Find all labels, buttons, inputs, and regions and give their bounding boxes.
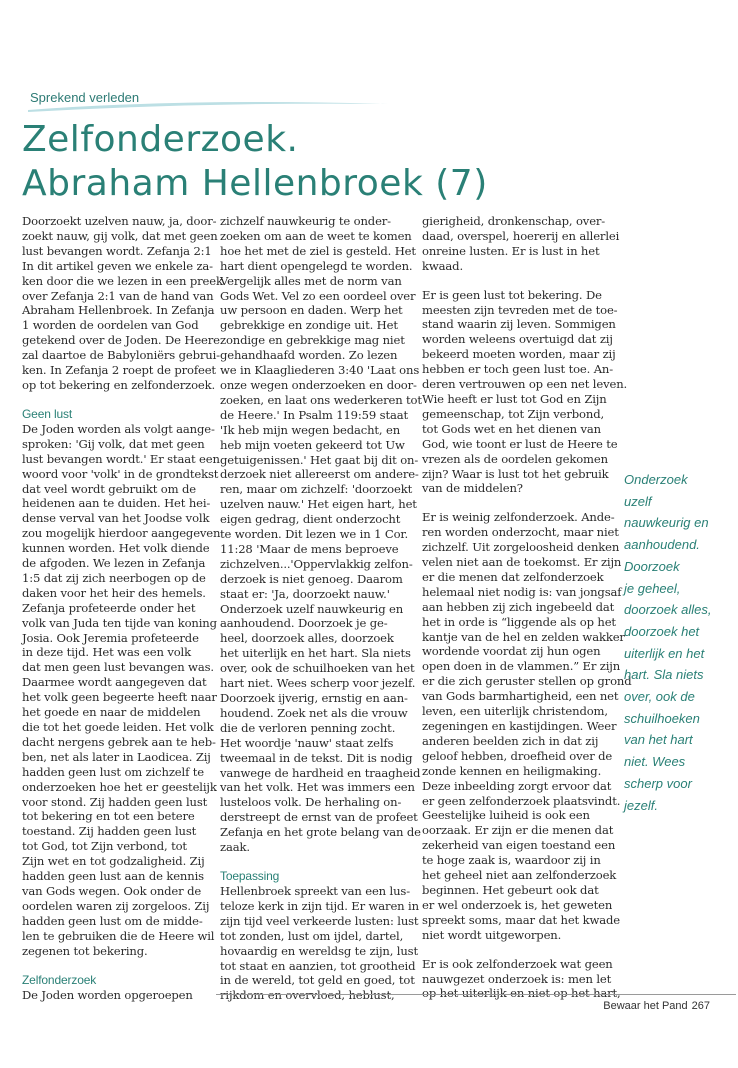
text-line: er die zich geruster stellen op grond: [422, 674, 632, 689]
text-line: die de verloren penning zocht.: [220, 720, 396, 735]
text-line: het uiterlijk en het hart. Sla niets: [220, 646, 411, 661]
text-line: vanwege de hardheid en traagheid: [220, 765, 421, 780]
text-line: de afgoden. We lezen in Zefanja: [22, 556, 206, 571]
paragraph: [422, 510, 632, 942]
text-line: getuigenissen.' Het gaat bij dit on-: [220, 452, 419, 467]
column-2: [220, 214, 422, 1003]
text-line: aanhoudend.: [624, 537, 700, 553]
text-line: len te gebruiken die de Heere wil: [22, 928, 215, 943]
text-line: ren, maar om zichzelf: 'doorzoekt: [220, 482, 413, 497]
text-line: voor stond. Zij hadden geen lust: [22, 794, 208, 809]
text-line: er geen zelfonderzoek plaatsvindt.: [422, 793, 621, 808]
text-line: heb mijn voeten gekeerd tot Uw: [220, 437, 405, 452]
text-line: zijn? Waar is lust tot het gebruik: [422, 466, 609, 481]
text-line: Onderzoek uzelf nauwkeurig en: [220, 601, 404, 616]
text-line: woord voor 'volk' in de grondtekst: [22, 466, 219, 481]
text-line: Wie heeft er lust tot God en Zijn: [422, 391, 607, 406]
text-line: dense verval van het Joodse volk: [22, 511, 210, 526]
text-line: meesten zijn tevreden met de toe-: [422, 302, 618, 317]
text-line: over, ook de: [624, 689, 695, 705]
text-line: wordende voordat zij hun ogen: [422, 644, 601, 659]
text-line: lusteloos volk. De herhaling on-: [220, 795, 402, 810]
text-line: Vergelijk alles met de norm van: [220, 273, 402, 288]
text-line: er die menen dat zelfonderzoek: [422, 569, 604, 584]
pull-quote: [624, 469, 734, 816]
text-line: zegenen tot bekering.: [22, 943, 148, 958]
text-line: over, ook de schuilhoeken van het: [220, 661, 415, 676]
text-line: spreekt soms, maar dat het kwade: [422, 912, 620, 927]
title-line-1: Zelfonderzoek.: [22, 119, 299, 160]
text-line: op het uiterlijk en niet op het hart,: [422, 986, 621, 1001]
text-line: beginnen. Het gebeurt ook dat: [422, 882, 599, 897]
text-line: daad, overspel, hoererij en allerlei: [422, 228, 620, 243]
text-line: kwaad.: [422, 258, 463, 273]
text-line: zoekt nauw, gij volk, dat met geen: [22, 228, 218, 243]
text-line: jezelf.: [624, 797, 658, 813]
intro-paragraph: [22, 214, 223, 393]
text-line: zijn tijd veel verkeerde lusten: lust: [220, 913, 419, 928]
text-line: niet wordt uitgeworpen.: [422, 927, 562, 942]
text-line: dacht nergens gebrek aan te heb-: [22, 734, 216, 749]
text-line: stand waarin zij leven. Sommigen: [422, 317, 616, 332]
text-line: Zijn wet en tot godzaligheid. Zij: [22, 854, 205, 869]
text-line: dat men geen lust bevangen was.: [22, 660, 214, 675]
text-line: gehandhaafd worden. Zo lezen: [220, 348, 398, 363]
text-line: je geheel,: [624, 580, 681, 596]
text-line: doorzoek het: [624, 623, 700, 639]
text-line: worden weleens overtuigd dat zij: [422, 332, 613, 347]
text-line: hart dient opengelegd te worden.: [220, 258, 413, 273]
text-line: Josia. Ook Jeremia profeteerde: [22, 630, 199, 645]
paragraph: [422, 214, 622, 274]
text-line: Het woordje 'nauw' staat zelfs: [220, 735, 394, 750]
text-line: 1 worden de oordelen van God: [22, 318, 199, 333]
text-line: bekeerd moeten worden, maar zij: [422, 347, 616, 362]
text-line: uzelf: [624, 493, 652, 509]
text-line: het geheel niet aan zelfonderzoek: [422, 868, 617, 883]
text-line: Doorzoekt uzelven nauw, ja, door-: [22, 214, 217, 228]
text-line: Deze inbeelding zorgt ervoor dat: [422, 778, 612, 793]
paragraph: [22, 421, 221, 959]
text-line: van Gods barmhartigheid, een net: [422, 689, 619, 704]
text-line: van het volk. Het was immers een: [220, 780, 415, 795]
text-line: uw persoon en daden. Werp het: [220, 303, 403, 318]
text-line: Er is ook zelfonderzoek wat geen: [422, 956, 613, 971]
text-line: over Zefanja 2:1 van de hand van: [22, 288, 214, 303]
text-line: oordelen waren zij zorgeloos. Zij: [22, 898, 210, 913]
text-line: hadden geen lust aan de kennis: [22, 869, 204, 884]
text-line: ken door die we lezen in een preek: [22, 273, 223, 288]
subheading-zelfonderzoek: Zelfonderzoek: [22, 972, 97, 987]
text-line: Er is weinig zelfonderzoek. Ande-: [422, 510, 615, 525]
text-line: ken. In Zefanja 2 roept de profeet: [22, 363, 216, 378]
text-line: zal daartoe de Babyloniërs gebrui-: [22, 348, 220, 363]
text-line: oorzaak. Er zijn er die menen dat: [422, 823, 614, 838]
paragraph: [220, 214, 422, 855]
magazine-name: Bewaar het Pand: [603, 1000, 688, 1012]
text-line: Gods Wet. Vel zo een oordeel over: [220, 288, 416, 303]
subheading-geen-lust: Geen lust: [22, 406, 73, 421]
text-line: Onderzoek: [624, 472, 688, 487]
text-line: 'Ik heb mijn wegen bedacht, en: [220, 422, 401, 437]
text-line: die tot het goede leiden. Het volk: [22, 720, 214, 734]
text-line: onreine lusten. Er is lust in het: [422, 243, 600, 258]
text-line: onderzoeken hoe het er geestelijk: [22, 779, 217, 794]
text-line: in deze tijd. Het was een volk: [22, 645, 191, 660]
text-line: Abraham Hellenbroek. In Zefanja: [22, 303, 215, 318]
column-1: [22, 214, 223, 1002]
text-line: tot bekering en tot een betere: [22, 809, 195, 824]
text-line: zichzelven...'Oppervlakkig zelfon-: [220, 556, 413, 571]
text-line: scherp voor: [624, 775, 692, 791]
text-line: van het hart: [624, 732, 693, 748]
text-line: op tot bekering en zelfonderzoek.: [22, 377, 216, 392]
text-line: doorzoek alles,: [624, 602, 712, 618]
text-line: ben, net als later in Laodicea. Zij: [22, 749, 211, 764]
subheading-toepassing: Toepassing: [220, 868, 280, 883]
text-line: zaak.: [220, 840, 250, 855]
text-line: Geestelijke luiheid is ook een: [422, 808, 590, 823]
title-line-2: Abraham Hellenbroek (7): [22, 163, 488, 204]
text-line: Er is geen lust tot bekering. De: [422, 287, 602, 302]
text-line: kantje van de hel en zelden wakker: [422, 629, 625, 644]
text-line: zichzelf. Uit zorgeloosheid denken: [422, 540, 620, 555]
text-line: Daarmee wordt aangegeven dat: [22, 675, 207, 690]
page-footer: [603, 1000, 710, 1012]
text-line: De Joden worden als volgt aange-: [22, 421, 215, 436]
text-line: het in orde is “liggende als op het: [422, 614, 616, 629]
text-line: zichzelf nauwkeurig te onder-: [220, 214, 391, 228]
text-line: getekend over de Joden. De Heere: [22, 333, 220, 348]
column-3: [422, 214, 632, 1001]
text-line: aan hebben zij zich ingebeeld dat: [422, 599, 615, 614]
text-line: uzelven nauw.' Het eigen hart, het: [220, 497, 417, 512]
text-line: velen niet aan de toekomst. Er zijn: [422, 555, 622, 570]
text-line: nauwgezet onderzoek is: men let: [422, 971, 612, 986]
text-line: derstreept de ernst van de profeet: [220, 810, 418, 825]
text-line: gierigheid, dronkenschap, over-: [422, 214, 606, 228]
text-line: er wel onderzoek is, het geweten: [422, 897, 613, 912]
page-title: [22, 118, 488, 206]
text-line: van de middelen?: [422, 481, 523, 496]
text-line: tot staat en aanzien, tot grootheid: [220, 958, 416, 973]
text-line: De Joden worden opgeroepen: [22, 987, 193, 1002]
text-line: niet. Wees: [624, 754, 686, 770]
text-line: ren worden onderzocht, maar niet: [422, 525, 619, 540]
paragraph: [22, 988, 214, 1003]
text-line: gemeenschap, tot Zijn verbond,: [422, 406, 605, 421]
text-line: zegeningen en kastijdingen. Weer: [422, 719, 617, 733]
text-line: helemaal niet nodig is: van jongsaf: [422, 584, 622, 599]
text-line: toestand. Zij hadden geen lust: [22, 824, 197, 839]
text-line: teloze kerk in zijn tijd. Er waren in: [220, 898, 419, 913]
text-line: zonde kennen en heiligmaking.: [422, 763, 602, 778]
text-line: God, wie toont er lust de Heere te: [422, 436, 618, 451]
text-line: hart. Sla niets: [624, 667, 704, 683]
text-line: hovaardig en wereldsg te zijn, lust: [220, 943, 418, 958]
text-line: Doorzoek ijverig, ernstig en aan-: [220, 691, 408, 705]
text-line: het goede en naar de middelen: [22, 705, 201, 720]
text-line: hebben er toch geen lust toe. An-: [422, 362, 614, 377]
text-line: tweemaal in de tekst. Dit is nodig: [220, 750, 413, 765]
footer-divider: [216, 994, 736, 995]
text-line: in de wereld, tot geld en goed, tot: [220, 973, 415, 988]
text-line: derzoek niet allereerst om andere-: [220, 467, 419, 482]
text-line: rijkdom en overvloed, heblust,: [220, 988, 395, 1003]
section-label: Sprekend verleden: [30, 90, 140, 105]
text-line: zondige en gebrekkige mag niet: [220, 333, 405, 348]
text-line: we in Klaagliederen 3:40 'Laat ons: [220, 363, 420, 378]
paragraph: [220, 883, 419, 1003]
paragraph: [422, 287, 628, 497]
text-line: nauwkeurig en: [624, 515, 709, 531]
text-line: daken voor het heir des hemels.: [22, 585, 206, 600]
text-line: tot God, tot Zijn verbond, tot: [22, 839, 187, 854]
text-line: van Gods wegen. Ook onder de: [22, 883, 202, 898]
text-line: schuilhoeken: [624, 710, 700, 726]
text-line: Hellenbroek spreekt van een lus-: [220, 883, 410, 898]
text-line: de Heere.' In Psalm 119:59 staat: [220, 407, 408, 422]
text-line: onze wegen onderzoeken en door-: [220, 377, 417, 392]
text-line: zekerheid van eigen toestand een: [422, 838, 616, 853]
text-line: tot zonden, lust om ijdel, dartel,: [220, 928, 404, 943]
text-line: open doen in de vlammen.” Er zijn: [422, 659, 621, 674]
text-line: volk van Juda ten tijde van koning: [22, 615, 217, 630]
text-line: geloof hebben, droefheid over de: [422, 748, 613, 763]
text-line: uiterlijk en het: [624, 645, 705, 661]
text-line: te hoge zaak is, waardoor zij in: [422, 853, 601, 868]
text-line: aanhoudend. Doorzoek je ge-: [220, 616, 388, 631]
text-line: hadden geen lust om zichzelf te: [22, 764, 204, 779]
text-line: derzoek is niet genoeg. Daarom: [220, 571, 403, 586]
text-line: hadden geen lust om de midde-: [22, 913, 203, 928]
page-number: 267: [691, 1000, 710, 1012]
text-line: sproken: 'Gij volk, dat met geen: [22, 436, 205, 451]
text-line: anderen beelden zich in dat zij: [422, 733, 599, 748]
text-line: het volk geen begeerte heeft naar: [22, 690, 217, 705]
section-label-swoosh: [28, 94, 388, 114]
text-line: hoe het met de ziel is gesteld. Het: [220, 243, 416, 258]
text-line: leven, een uiterlijk christendom,: [422, 704, 608, 719]
text-line: kunnen worden. Het volk diende: [22, 541, 210, 556]
text-line: Zefanja profeteerde onder het: [22, 600, 196, 615]
text-line: In dit artikel geven we enkele za-: [22, 258, 213, 273]
text-line: zou mogelijk hierdoor aangegeven: [22, 526, 221, 541]
text-line: gebrekkige en zondige uit. Het: [220, 318, 398, 333]
text-line: houdend. Zoek net als die vrouw: [220, 705, 408, 720]
text-line: lust bevangen wordt. Zefanja 2:1: [22, 243, 212, 258]
text-line: 1:5 dat zij zich neerbogen op de: [22, 570, 206, 585]
text-line: heel, doorzoek alles, doorzoek: [220, 631, 394, 646]
text-line: hart niet. Wees scherp voor jezelf.: [220, 676, 416, 691]
text-line: Doorzoek: [624, 558, 680, 574]
text-line: staat er: 'Ja, doorzoekt nauw.': [220, 586, 390, 601]
text-line: zoeken om aan de weet te komen: [220, 228, 412, 243]
text-line: lust bevangen wordt.' Er staat een: [22, 451, 220, 466]
text-line: vrezen als de oordelen gekomen: [422, 451, 608, 466]
text-line: deren vertrouwen op een net leven.: [422, 377, 628, 392]
text-line: dat veel wordt gebruikt om de: [22, 481, 196, 496]
text-line: eigen gedrag, dient onderzocht: [220, 512, 401, 527]
text-line: Zefanja en het grote belang van de: [220, 825, 421, 840]
text-line: te worden. Dit lezen we in 1 Cor.: [220, 527, 409, 542]
text-line: zoeken, en laat ons wederkeren tot: [220, 392, 422, 407]
text-line: 11:28 'Maar de mens beproeve: [220, 541, 399, 556]
text-line: heidenen aan te duiden. Het hei-: [22, 496, 211, 511]
text-line: tot Gods wet en het dienen van: [422, 421, 601, 436]
